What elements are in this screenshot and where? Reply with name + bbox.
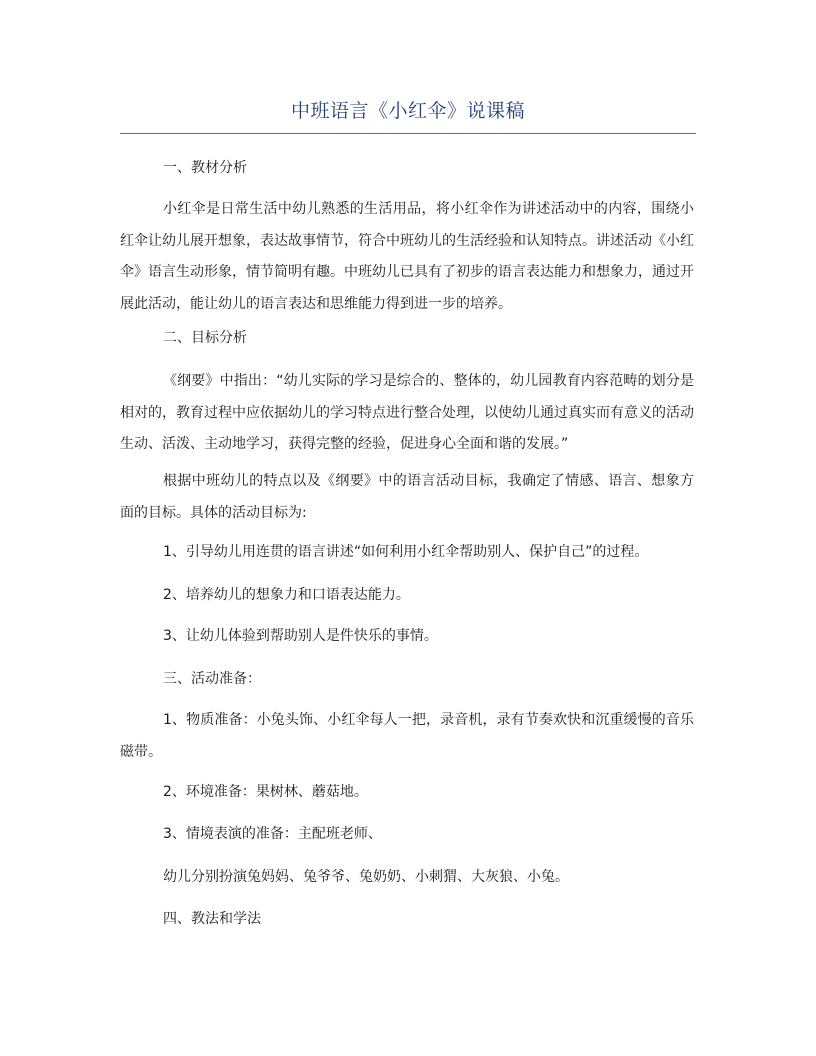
section-heading-goals: 二、目标分析: [163, 330, 247, 346]
document-title: 中班语言《小红伞》说课稿: [290, 100, 525, 122]
paragraph-roles: 幼儿分别扮演兔妈妈、兔爷爷、兔奶奶、小刺猬、大灰狼、小兔。: [163, 869, 569, 885]
prep-item-materials: 1、物质准备：小兔头饰、小红伞每人一把，录音机，录有节奏欢快和沉重缓慢的音乐磁带。: [120, 712, 694, 760]
title-underline: [120, 133, 696, 134]
paragraph-outline-quote: 《纲要》中指出：“幼儿实际的学习是综合的、整体的，幼儿园教育内容范畴的划分是相对的，教育过程中应依据幼儿的学习特点进行整合处理，以使幼儿通过真实而有意义的活动生动、活泼、主动地学习，获得完整的经验，促进身心全面和谐的发展。”: [120, 373, 694, 452]
paragraph-materials: 小红伞是日常生活中幼儿熟悉的生活用品，将小红伞作为讲述活动中的内容，围绕小红伞让幼儿展开想象，表达故事情节，符合中班幼儿的生活经验和认知特点。讲述活动《小红伞》语言生动形象，情节简明有趣。中班幼儿已具有了初步的语言表达能力和想象力，通过开展此活动，能让幼儿的语言表达和思维能力得到进一步的培养。: [120, 201, 694, 312]
paragraph-goal-basis: 根据中班幼儿的特点以及《纲要》中的语言活动目标，我确定了情感、语言、想象方面的目标。具体的活动目标为:: [120, 473, 694, 521]
prep-item-environment: 2、环境准备：果树林、蘑菇地。: [163, 784, 368, 800]
goal-item-3: 3、让幼儿体验到帮助别人是件快乐的事情。: [163, 628, 438, 644]
section-heading-methods: 四、教法和学法: [163, 911, 261, 927]
goal-item-1: 1、引导幼儿用连贯的语言讲述“如何利用小红伞帮助别人、保护自己”的过程。: [163, 544, 649, 560]
section-heading-materials: 一、教材分析: [163, 160, 247, 176]
goal-item-2: 2、培养幼儿的想象力和口语表达能力。: [163, 587, 410, 603]
section-heading-preparation: 三、活动准备：: [163, 671, 261, 687]
prep-item-scenario: 3、情境表演的准备：主配班老师、: [163, 826, 382, 842]
